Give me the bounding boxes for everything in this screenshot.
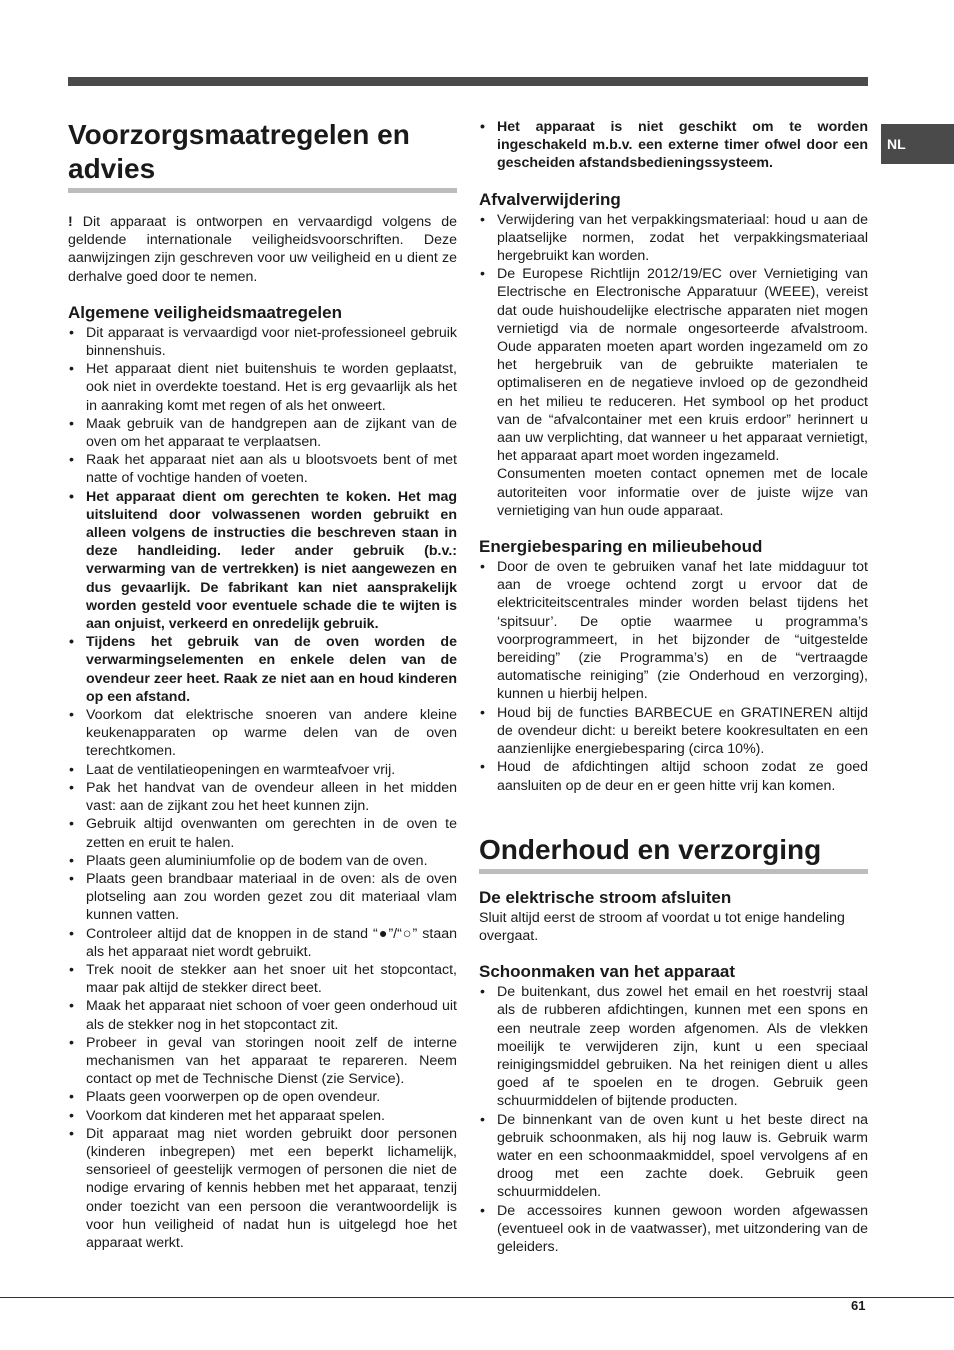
section-title-power: De elektrische stroom afsluiten (479, 887, 732, 907)
list-item: • De binnenkant van de oven kunt u het beste direct na gebruik schoonmaken, als hij nog lauw is. Gebruik warm water en een schoonmaakmiddel, spoel vervolgens af en droog met een zachte doek. Gebruik geen schuurmiddelen. (479, 1111, 868, 1202)
list-item: • Plaats geen aluminiumfolie op de bodem van de oven. (68, 852, 457, 870)
list-item: • De Europese Richtlijn 2012/19/EC over Vernietiging van Electrische en Electronische Apparatuur (WEEE), vereist dat oude huishoudelijke electrische apparaten niet mogen vernietigd via de normale ongesorteerde afvalstroom. Oude apparaten moeten apart worden ingezameld om zo het hergebruik van de gebruikte materialen te optimaliseren en de negatieve invloed op de gezondheid en het milieu te reduceren. Het symbool op het product van de “afvalcontainer met een kruis erdoor” herinnert u aan uw verplichting, dat wanneer u het apparaat vernietigt, het apparaat apart moet worden ingezameld. (479, 265, 868, 465)
page-title: Voorzorgsmaatregelen en advies (68, 118, 457, 193)
timer-note-list (479, 118, 868, 173)
list-item: • Voorkom dat elektrische snoeren van andere kleine keukenapparaten op warme delen van de oven terechtkomen. (68, 706, 457, 761)
section-title-energy: Energiebesparing en milieubehoud (479, 537, 763, 557)
list-item: • Raak het apparaat niet aan als u blootsvoets bent of met natte of vochtige handen of voeten. (68, 451, 457, 487)
intro-text: Dit apparaat is ontworpen en vervaardigd volgens de geldende internationale veiligheidsvoorschriften. Deze aanwijzingen zijn geschreven voor uw veiligheid en u dient ze derhalve goed door te nemen. (68, 214, 457, 285)
header-bar (68, 77, 868, 86)
list-item: • Houd bij de functies BARBECUE en GRATINEREN altijd de ovendeur dicht: u bereikt betere kookresultaten en een aanzienlijke energiebesparing (circa 10%). (479, 704, 868, 759)
section-title-waste: Afvalverwijdering (479, 189, 621, 209)
list-item: • Plaats geen brandbaar materiaal in de oven: als de oven plotseling aan zou worden gezet zou dit materiaal vlam kunnen vatten. (68, 870, 457, 925)
list-item: • Het apparaat dient niet buitenshuis te worden geplaatst, ook niet in overdekte toestand. Het is erg gevaarlijk als het in aanraking komt met regen of als het onweert. (68, 360, 457, 415)
list-item: • Door de oven te gebruiken vanaf het late middaguur tot aan de vroege ochtend zorgt u ervoor dat de elektriciteitscentrales minder worden belast tijdens het ‘spitsuur’. De optie waarmee u programma’s voorprogrammeert, in het bijzonder de “uitgestelde bereiding” (zie Programma’s) en de “vertraagde automatische reiniging” (zie Onderhoud en verzorging), kunnen u hierbij helpen. (479, 558, 868, 704)
waste-continuation: Consumenten moeten contact opnemen met de locale autoriteiten voor informatie over de juiste wijze van vernietiging van hun oude apparaat. (497, 466, 868, 519)
cleaning-list (479, 983, 868, 1256)
list-item: • Trek nooit de stekker aan het snoer uit het stopcontact, maar pak altijd de stekker direct beet. (68, 961, 457, 997)
energy-list (479, 558, 868, 795)
list-item: • Laat de ventilatieopeningen en warmteafvoer vrij. (68, 761, 457, 779)
list-item: • De buitenkant, dus zowel het email en het roestvrij staal als de rubberen afdichtingen, kunnen met een spons en een neutrale zeep worden afgenomen. Als de vlekken moeilijk te verwijderen zijn, kunt u een speciaal reinigingsmiddel gebruiken. Na het reinigen dient u alles goed af te spoelen en te drogen. Gebruik geen schuurmiddelen of bijtende producten. (479, 983, 868, 1110)
language-tab: NL (881, 124, 954, 164)
list-item: • Houd de afdichtingen altijd schoon zodat ze goed aansluiten op de deur en er geen hitte vrij kan komen. (479, 758, 868, 794)
list-item: • Dit apparaat mag niet worden gebruikt door personen (kinderen inbegrepen) met een beperkt lichamelijk, sensorieel of geestelijk vermogen of personen die niet de nodige ervaring of kennis hebben met het apparaat, tenzij onder toezicht van een persoon die verantwoordelijk is voor hun veiligheid of nadat hun is uitgelegd hoe het apparaat werkt. (68, 1125, 457, 1252)
section-title-cleaning: Schoonmaken van het apparaat (479, 962, 736, 982)
list-item: • Verwijdering van het verpakkingsmateriaal: houd u aan de plaatselijke normen, zodat het verpakkingsmateriaal hergebruikt kan worden. (479, 211, 868, 266)
maintenance-title: Onderhoud en verzorging (479, 833, 868, 874)
section-title-safety: Algemene veiligheidsmaatregelen (68, 302, 342, 322)
list-item: • De accessoires kunnen gewoon worden afgewassen (eventueel ook in de vaatwasser), met uitzondering van de geleiders. (479, 1202, 868, 1257)
list-item: • Tijdens het gebruik van de oven worden de verwarmingselementen en enkele delen van de ovendeur zeer heet. Raak ze niet aan en houd kinderen op een afstand. (68, 633, 457, 706)
intro-paragraph (68, 213, 457, 286)
list-item: • Het apparaat dient om gerechten te koken. Het mag uitsluitend door volwassenen worden gebruikt en alleen volgens de instructies die beschreven staan in deze handleiding. Ieder ander gebruik (b.v.: verwarming van de vertrekken) is niet aangewezen en dus gevaarlijk. De fabrikant kan niet aansprakelijk worden gesteld voor eventuele schade die te wijten is aan onjuist, verkeerd en onredelijk gebruik. (68, 488, 457, 634)
power-text: Sluit altijd eerst de stroom af voordat u tot enige handeling overgaat. (479, 909, 845, 944)
list-item: • Gebruik altijd ovenwanten om gerechten in de oven te zetten en eruit te halen. (68, 815, 457, 851)
list-item: • Controleer altijd dat de knoppen in de stand “●”/“○” staan als het apparaat niet wordt gebruikt. (68, 925, 457, 961)
list-item: • Dit apparaat is vervaardigd voor niet-professioneel gebruik binnenshuis. (68, 324, 457, 360)
list-item: • Pak het handvat van de ovendeur alleen in het midden vast: aan de zijkant zou het heet kunnen zijn. (68, 779, 457, 815)
list-item: • Plaats geen voorwerpen op de open ovendeur. (68, 1088, 457, 1106)
list-item: • Voorkom dat kinderen met het apparaat spelen. (68, 1107, 457, 1125)
safety-list (68, 324, 457, 1252)
list-item: • Maak het apparaat niet schoon of voer geen onderhoud uit als de stekker nog in het stopcontact zit. (68, 997, 457, 1033)
footer-rule (0, 1297, 954, 1298)
left-column (68, 118, 457, 1252)
list-item: • Het apparaat is niet geschikt om te worden ingeschakeld m.b.v. een externe timer ofwel door een gescheiden afstandsbedieningssysteem. (479, 118, 868, 173)
right-column (479, 118, 868, 1256)
page-number: 61 (851, 1298, 866, 1313)
list-item: • Probeer in geval van storingen nooit zelf de interne mechanismen van het apparaat te repareren. Neem contact op met de Technische Dienst (zie Service). (68, 1034, 457, 1089)
waste-list (479, 211, 868, 466)
warning-mark: ! (68, 214, 73, 230)
list-item: • Maak gebruik van de handgrepen aan de zijkant van de oven om het apparaat te verplaatsen. (68, 415, 457, 451)
